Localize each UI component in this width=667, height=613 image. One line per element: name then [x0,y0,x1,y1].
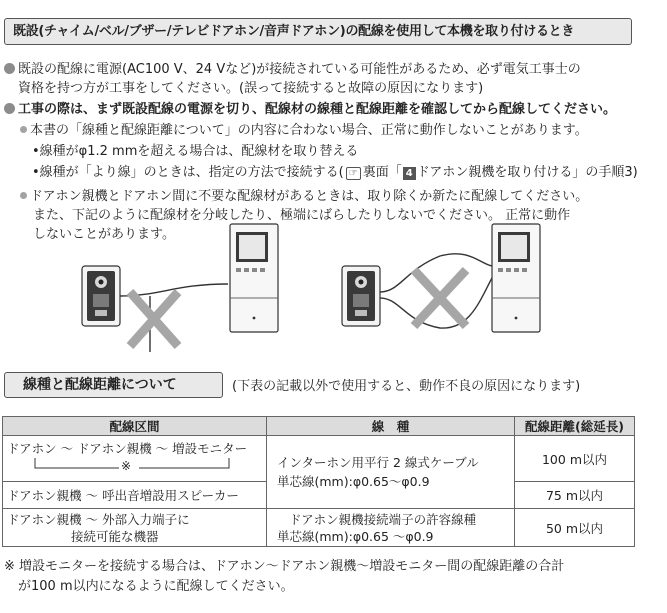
sub-bullet-unneeded-cont1: また、下記のように配線材を分岐したり、極端にばらしたりしないでください。 正常に動作 [33,208,571,223]
step-number-badge: 4 [403,167,416,180]
cell-distance: 100 m以内 [515,436,635,482]
footnote-mark: ※ [121,459,132,473]
cell-wire-type: インターホン用平行 2 線式ケーブル 単芯線(mm):φ0.65～φ0.9 [267,436,515,509]
header-distance: 配線距離(総延長) [515,417,635,436]
cell-section: ドアホン親機 ～ 外部入力端子に 接続可能な機器 [3,509,267,547]
sub-item-replace: •線種がφ1.2 mmを超える場合は、配線材を取り替える [32,144,359,159]
sub-bullet-dot-icon [20,192,27,199]
cell-distance: 50 m以内 [515,509,635,547]
wiring-table [2,416,635,547]
table-row [3,509,635,547]
cell-wire-type: ドアホン親機接続端子の許容線種 単芯線(mm):φ0.65 ～φ0.9 [267,509,515,547]
sub-bullet-unneeded: ドアホン親機とドアホン間に不要な配線材があるときは、取り除くか新たに配線してください。 [20,187,588,206]
sub-bullet-dot-icon [20,126,27,133]
x-mark-icon [414,270,466,326]
sub-item-stranded: •線種が「より線」のときは、指定の方法で接続する( ☞ 裏面「 4 ドアホン親機を取り付ける」の手順3) [32,165,638,180]
table-header-row [3,417,635,436]
cell-section: ドアホン親機 ～ 呼出音増設用スピーカー [3,482,267,509]
bullet-electrician: 既設の配線に電源(AC100 V、24 Vなど)が接続されている可能性があるため、必ず電気工事士の [4,60,581,79]
sub-bullet-spec: 本書の「線種と配線距離について」の内容に合わない場合、正常に動作しないことがあります。 [20,121,588,140]
wire-line [380,254,492,292]
footnote-line1: ※ 増設モニターを接続する場合は、ドアホン～ドアホン親機～増設モニター間の配線距離の合計 [4,559,565,574]
cell-distance: 75 m以内 [515,482,635,509]
reference-icon: ☞ [346,167,361,180]
bullet-electrician-cont: 資格を持つ方が工事をしてください。(誤って接続すると故障の原因になります) [18,81,484,96]
cell-section: ドアホン ～ ドアホン親機 ～ 増設モニター ※ [3,436,267,482]
master-monitor-icon [230,224,278,332]
footnote-line2: が100 m以内になるように配線してください。 [18,579,294,594]
table-row [3,436,635,482]
bullet-power-off: 工事の際は、まず既設配線の電源を切り、配線材の線種と配線距離を確認してから配線してください。 [4,100,616,119]
door-station-icon [342,266,380,326]
x-mark-icon [130,292,178,346]
header-section: 配線区間 [3,417,267,436]
sub-bullet-unneeded-cont2: しないことがあります。 [33,227,175,242]
section-header: 既設(チャイム/ベル/ブザー/テレビドアホン/音声ドアホン)の配線を使用して本機を取り付けるとき [4,18,632,45]
section-note: (下表の記載以外で使用すると、動作不良の原因になります) [232,379,581,394]
door-station-icon [82,266,120,326]
section-title-wire-distance: 線種と配線距離について [4,372,223,398]
master-monitor-icon [492,224,540,332]
header-wire-type: 線 種 [267,417,515,436]
bullet-dot-icon [4,63,15,74]
wiring-diagram [0,218,667,358]
bullet-dot-icon [4,103,15,114]
